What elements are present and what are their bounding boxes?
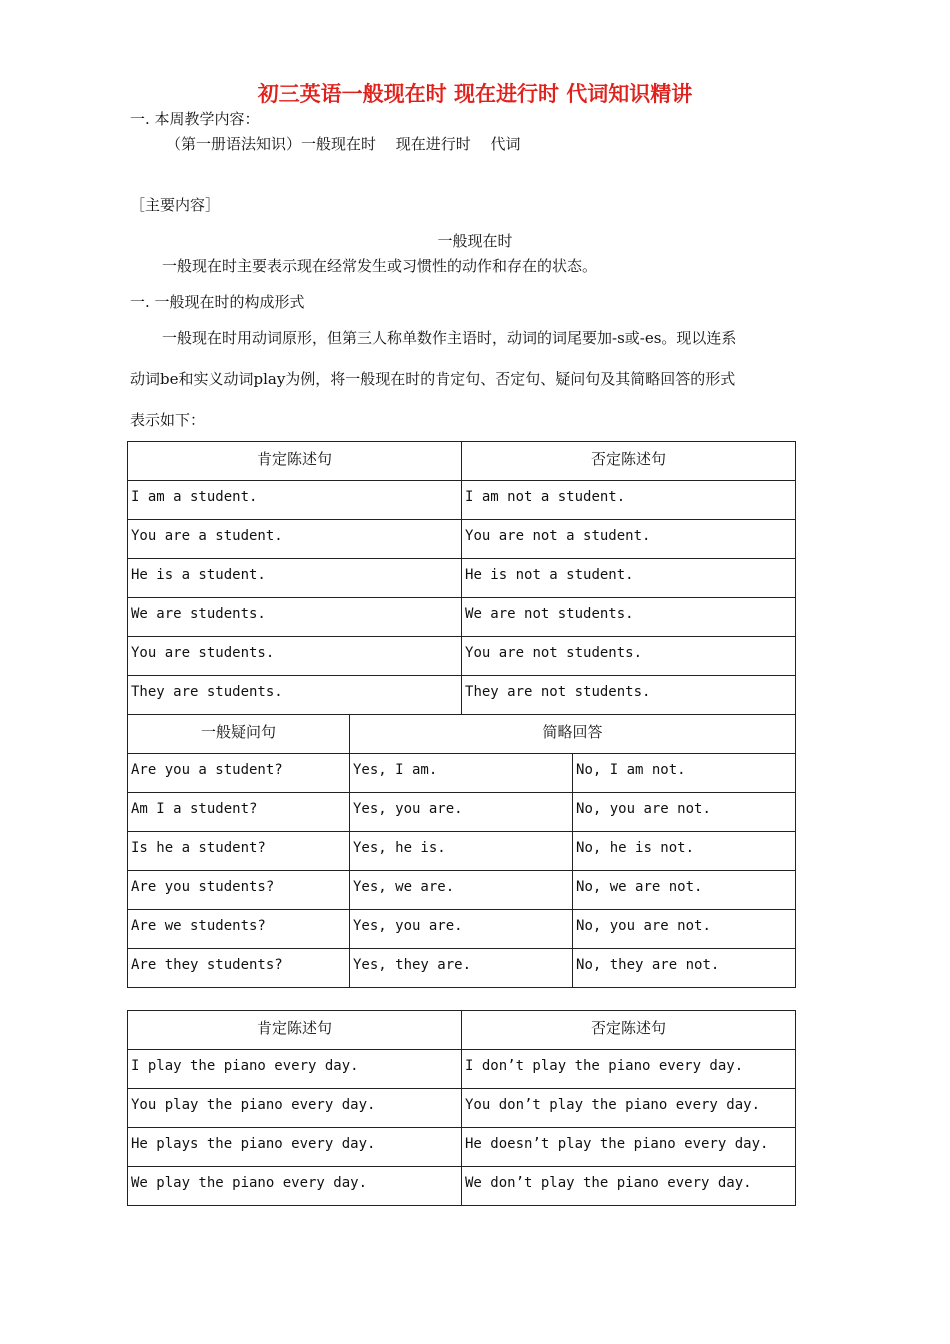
table-header-row <box>128 1011 796 1050</box>
main-content-label: ［主要内容］ <box>130 196 221 214</box>
table-row <box>128 559 796 598</box>
table-row <box>128 520 796 559</box>
table-row <box>128 598 796 637</box>
yes-answer-cell: Yes, you are. <box>350 793 573 832</box>
section1-content: （第一册语法知识）一般现在时 现在进行时 代词 <box>166 135 521 153</box>
header-affirmative: 肯定陈述句 <box>128 1011 462 1050</box>
header-affirmative: 肯定陈述句 <box>128 442 462 481</box>
be-verb-table <box>127 441 796 988</box>
table-row <box>128 1050 796 1089</box>
question-cell: Are they students? <box>128 949 350 988</box>
yes-answer-cell: Yes, you are. <box>350 910 573 949</box>
affirmative-cell: He is a student. <box>128 559 462 598</box>
affirmative-cell: I play the piano every day. <box>128 1050 462 1089</box>
negative-cell: He doesn’t play the piano every day. <box>462 1128 796 1167</box>
table-row <box>128 832 796 871</box>
no-answer-cell: No, they are not. <box>573 949 796 988</box>
question-header-row <box>128 715 796 754</box>
table-row <box>128 1089 796 1128</box>
negative-cell: You don’t play the piano every day. <box>462 1089 796 1128</box>
no-answer-cell: No, you are not. <box>573 910 796 949</box>
table-row <box>128 481 796 520</box>
table-row <box>128 754 796 793</box>
negative-cell: You are not students. <box>462 637 796 676</box>
definition: 一般现在时主要表示现在经常发生或习惯性的动作和存在的状态。 <box>162 257 598 275</box>
table-row <box>128 676 796 715</box>
negative-cell: We are not students. <box>462 598 796 637</box>
question-cell: Are you students? <box>128 871 350 910</box>
question-cell: Am I a student? <box>128 793 350 832</box>
affirmative-cell: We play the piano every day. <box>128 1167 462 1206</box>
section1-label: 一. 本周教学内容： <box>130 110 260 128</box>
table-header-row <box>128 442 796 481</box>
header-negative: 否定陈述句 <box>462 1011 796 1050</box>
question-cell: Are you a student? <box>128 754 350 793</box>
point-1-heading: 一. 一般现在时的构成形式 <box>130 293 305 311</box>
affirmative-cell: He plays the piano every day. <box>128 1128 462 1167</box>
paragraph-line-1: 一般现在时用动词原形，但第三人称单数作主语时，动词的词尾要加-s或-es。现以连系 <box>162 329 737 347</box>
header-question: 一般疑问句 <box>128 715 350 754</box>
yes-answer-cell: Yes, I am. <box>350 754 573 793</box>
negative-cell: You are not a student. <box>462 520 796 559</box>
page-title: 初三英语一般现在时 现在进行时 代词知识精讲 <box>257 82 693 106</box>
subheading: 一般现在时 <box>437 232 513 250</box>
negative-cell: They are not students. <box>462 676 796 715</box>
paragraph-line-2: 动词be和实义动词play为例，将一般现在时的肯定句、否定句、疑问句及其简略回答的形式 <box>130 370 736 388</box>
negative-cell: We don’t play the piano every day. <box>462 1167 796 1206</box>
play-verb-table <box>127 1010 796 1206</box>
table-row <box>128 1167 796 1206</box>
negative-cell: I don’t play the piano every day. <box>462 1050 796 1089</box>
affirmative-cell: You are a student. <box>128 520 462 559</box>
table-row <box>128 793 796 832</box>
table-row <box>128 871 796 910</box>
table-row <box>128 1128 796 1167</box>
affirmative-cell: They are students. <box>128 676 462 715</box>
header-short-answer: 简略回答 <box>350 715 796 754</box>
header-negative: 否定陈述句 <box>462 442 796 481</box>
affirmative-cell: You play the piano every day. <box>128 1089 462 1128</box>
paragraph-line-3: 表示如下： <box>130 411 206 429</box>
table-row <box>128 910 796 949</box>
no-answer-cell: No, we are not. <box>573 871 796 910</box>
negative-cell: He is not a student. <box>462 559 796 598</box>
no-answer-cell: No, I am not. <box>573 754 796 793</box>
no-answer-cell: No, you are not. <box>573 793 796 832</box>
yes-answer-cell: Yes, they are. <box>350 949 573 988</box>
yes-answer-cell: Yes, we are. <box>350 871 573 910</box>
question-cell: Is he a student? <box>128 832 350 871</box>
negative-cell: I am not a student. <box>462 481 796 520</box>
question-cell: Are we students? <box>128 910 350 949</box>
no-answer-cell: No, he is not. <box>573 832 796 871</box>
affirmative-cell: You are students. <box>128 637 462 676</box>
affirmative-cell: I am a student. <box>128 481 462 520</box>
table-row <box>128 949 796 988</box>
table-row <box>128 637 796 676</box>
yes-answer-cell: Yes, he is. <box>350 832 573 871</box>
affirmative-cell: We are students. <box>128 598 462 637</box>
